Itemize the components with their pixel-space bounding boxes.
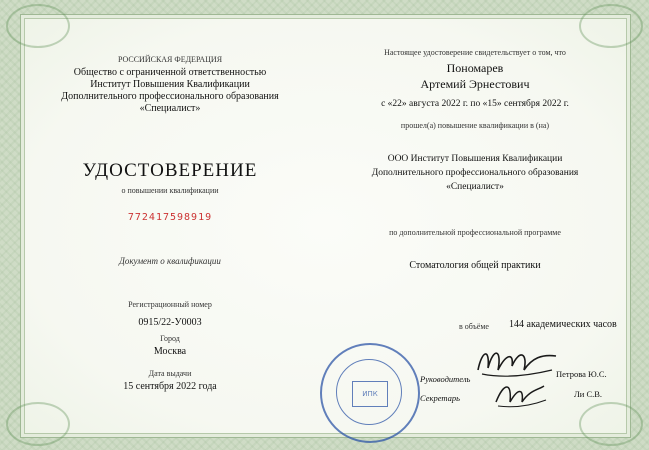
- head-name: Петрова Ю.С.: [556, 369, 607, 379]
- ornament-bottom-left: [6, 402, 70, 446]
- institution-line-1: ООО Институт Повышения Квалификации: [387, 154, 563, 164]
- recipient-surname: Пономарев: [446, 61, 504, 75]
- volume-label: в объёме: [459, 322, 489, 331]
- document-type: Документ о квалификации: [119, 256, 221, 266]
- institution-line-2: Дополнительного профессионального образования: [371, 168, 579, 178]
- stamp-center-emblem: ИПК: [352, 381, 388, 407]
- city: Москва: [153, 346, 187, 357]
- serial-number: 772417598919: [127, 212, 213, 223]
- institution-line-3: «Специалист»: [446, 182, 504, 192]
- org-line-1: Общество с ограниченной ответственностью: [73, 67, 267, 78]
- head-label: Руководитель: [420, 374, 471, 384]
- secretary-signature: [490, 378, 550, 410]
- ornament-top-right: [579, 4, 643, 48]
- document-title: УДОСТОВЕРЕНИЕ: [82, 160, 258, 181]
- program-name: Стоматология общей практики: [409, 260, 541, 271]
- study-period: с «22» августа 2022 г. по «15» сентября 2022 г.: [381, 99, 569, 109]
- ornament-top-left: [6, 4, 70, 48]
- program-label: по дополнительной профессиональной программе: [389, 228, 561, 237]
- org-line-3: Дополнительного профессионального образования: [61, 91, 279, 102]
- head-signature: [472, 340, 562, 382]
- reg-number: 0915/22-У0003: [138, 317, 202, 328]
- ornament-bottom-right: [579, 402, 643, 446]
- secretary-name: Ли С.В.: [574, 389, 603, 399]
- country: РОССИЙСКАЯ ФЕДЕРАЦИЯ: [117, 55, 223, 64]
- passed-text: прошел(а) повышение квалификации в (на): [400, 121, 550, 130]
- volume-value: 144 академических часов: [509, 319, 617, 330]
- recipient-name: Артемий Эрнестович: [420, 77, 530, 91]
- reg-number-label: Регистрационный номер: [128, 300, 212, 309]
- official-stamp: [320, 343, 420, 443]
- secretary-label: Секретарь: [420, 393, 460, 403]
- issue-date-label: Дата выдачи: [148, 369, 192, 378]
- org-line-2: Институт Повышения Квалификации: [90, 79, 250, 90]
- document-subtitle: о повышении квалификации: [121, 186, 219, 195]
- org-line-4: «Специалист»: [139, 103, 201, 114]
- issue-date: 15 сентября 2022 года: [123, 381, 217, 392]
- city-label: Город: [160, 334, 180, 343]
- intro-text: Настоящее удостоверение свидетельствует о том, что: [384, 48, 566, 57]
